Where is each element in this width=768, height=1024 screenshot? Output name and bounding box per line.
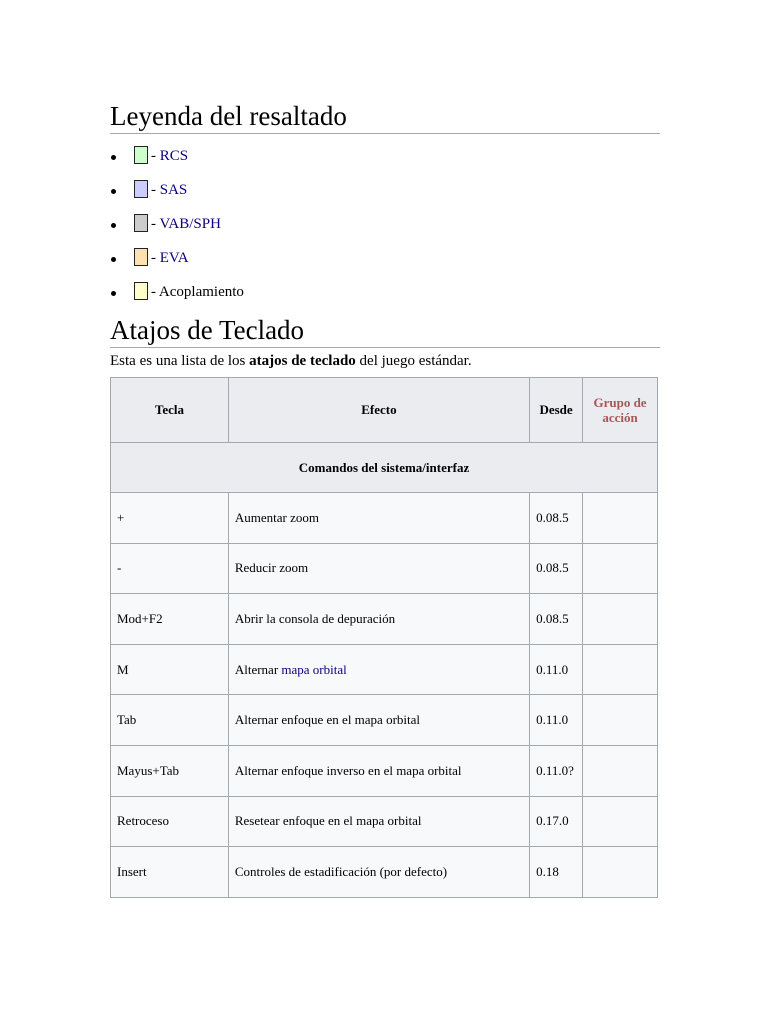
color-swatch-acoplamiento xyxy=(134,282,148,300)
legend-item-vab-sph: - VAB/SPH xyxy=(110,210,244,244)
shortcuts-heading: Atajos de Teclado xyxy=(110,314,660,348)
legend-item-sas: - SAS xyxy=(110,176,244,210)
intro-bold: atajos de teclado xyxy=(249,353,356,369)
legend-heading: Leyenda del resaltado xyxy=(110,100,660,134)
table-header-row xyxy=(111,378,658,443)
legend-item-eva: - EVA xyxy=(110,244,244,278)
table-row xyxy=(111,796,658,847)
legend-link-eva[interactable]: EVA xyxy=(159,250,189,266)
link-mapa-orbital[interactable]: mapa orbital xyxy=(281,661,347,677)
legend-link-sas[interactable]: SAS xyxy=(159,182,188,198)
cell-key: - xyxy=(111,543,229,594)
cell-effect: Alternar enfoque inverso en el mapa orbital xyxy=(228,745,529,796)
cell-group xyxy=(583,745,658,796)
cell-key: + xyxy=(111,493,229,544)
cell-effect: Abrir la consola de depuración xyxy=(228,594,529,645)
cell-group xyxy=(583,493,658,544)
cell-group xyxy=(583,594,658,645)
legend-item-acoplamiento: - Acoplamiento xyxy=(110,278,244,312)
color-swatch-eva xyxy=(134,248,148,266)
cell-key: Mayus+Tab xyxy=(111,745,229,796)
cell-since: 0.11.0 xyxy=(530,644,583,695)
legend-link-vab-sph[interactable]: VAB/SPH xyxy=(159,216,221,232)
cell-effect: Alternar enfoque en el mapa orbital xyxy=(228,695,529,746)
section-title: Comandos del sistema/interfaz xyxy=(111,443,658,493)
bullet-icon xyxy=(111,257,116,262)
intro-text: Esta es una lista de los xyxy=(110,353,250,369)
cell-since: 0.08.5 xyxy=(530,493,583,544)
cell-key: Mod+F2 xyxy=(111,594,229,645)
cell-since: 0.11.0? xyxy=(530,745,583,796)
header-desde[interactable]: Desde xyxy=(530,378,583,443)
cell-since: 0.11.0 xyxy=(530,695,583,746)
cell-since: 0.18 xyxy=(530,847,583,898)
table-row xyxy=(111,847,658,898)
cell-effect: Reducir zoom xyxy=(228,543,529,594)
legend-item-rcs: - RCS xyxy=(110,142,244,176)
cell-group xyxy=(583,644,658,695)
shortcuts-table xyxy=(110,377,658,898)
cell-key: Tab xyxy=(111,695,229,746)
table-row xyxy=(111,594,658,645)
cell-since: 0.17.0 xyxy=(530,796,583,847)
cell-key: Retroceso xyxy=(111,796,229,847)
section-row xyxy=(111,443,658,493)
cell-effect xyxy=(228,644,529,695)
color-swatch-rcs xyxy=(134,146,148,164)
header-efecto[interactable]: Efecto xyxy=(228,378,529,443)
effect-text: Alternar xyxy=(234,661,282,677)
table-row xyxy=(111,644,658,695)
shortcuts-intro xyxy=(110,351,472,371)
color-swatch-vab-sph xyxy=(134,214,148,232)
table-row xyxy=(111,543,658,594)
cell-effect: Aumentar zoom xyxy=(228,493,529,544)
bullet-icon xyxy=(111,223,116,228)
header-tecla[interactable]: Tecla xyxy=(111,378,229,443)
cell-key: M xyxy=(111,644,229,695)
cell-effect: Controles de estadificación (por defecto) xyxy=(228,847,529,898)
header-grupo-de-accion[interactable]: Grupo de acción xyxy=(583,378,658,443)
cell-since: 0.08.5 xyxy=(530,543,583,594)
table-row xyxy=(111,745,658,796)
color-swatch-sas xyxy=(134,180,148,198)
bullet-icon xyxy=(111,189,116,194)
cell-group xyxy=(583,847,658,898)
legend-label-acoplamiento: Acoplamiento xyxy=(158,284,244,300)
legend-list xyxy=(110,142,244,312)
cell-key: Insert xyxy=(111,847,229,898)
table-row xyxy=(111,695,658,746)
bullet-icon xyxy=(111,155,116,160)
cell-group xyxy=(583,543,658,594)
intro-text-end: del juego estándar. xyxy=(355,353,472,369)
cell-since: 0.08.5 xyxy=(530,594,583,645)
cell-group xyxy=(583,695,658,746)
bullet-icon xyxy=(111,291,116,296)
cell-effect: Resetear enfoque en el mapa orbital xyxy=(228,796,529,847)
legend-link-rcs[interactable]: RCS xyxy=(159,148,189,164)
cell-group xyxy=(583,796,658,847)
table-row xyxy=(111,493,658,544)
